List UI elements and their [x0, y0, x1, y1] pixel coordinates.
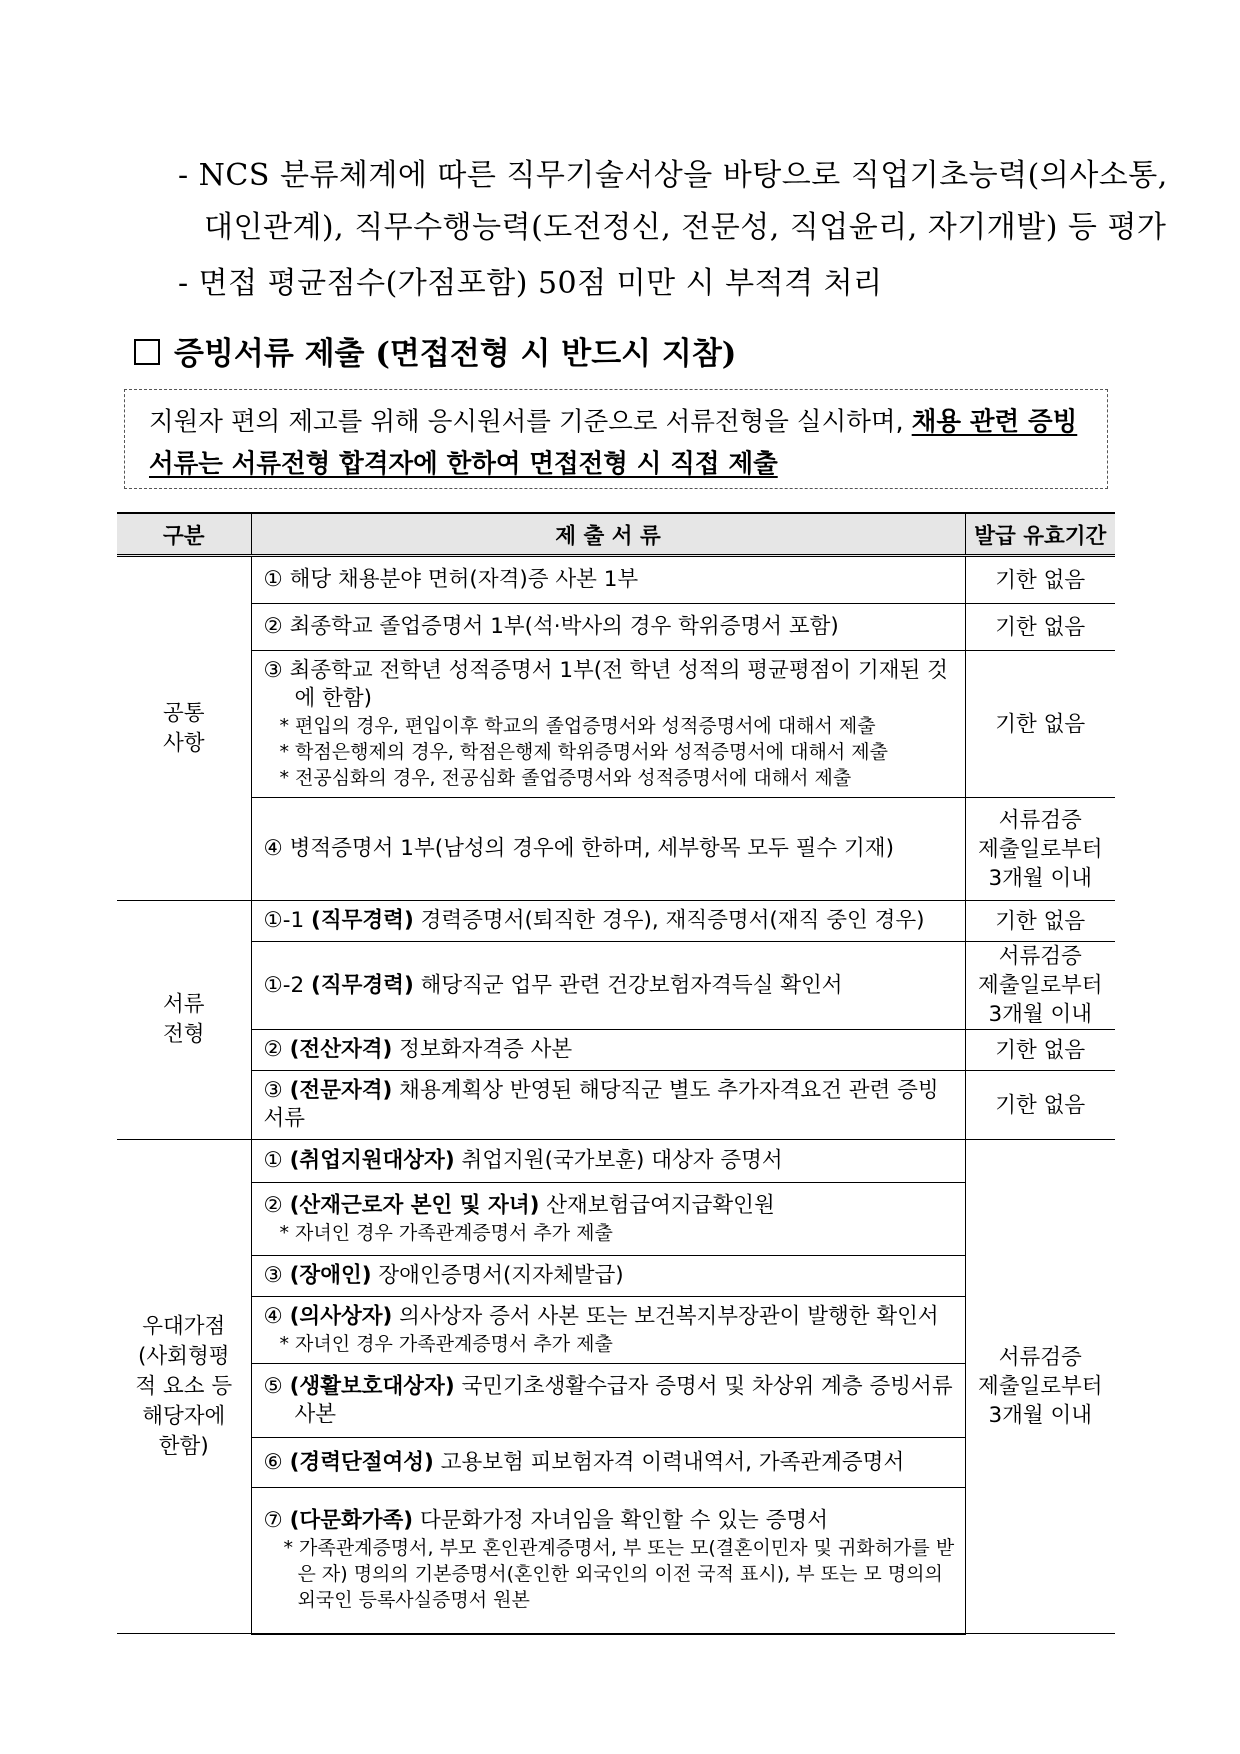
category-label: 해당자에: [142, 1403, 226, 1429]
document-note: * 전공심화의 경우, 전공심화 졸업증명서와 성적증명서에 대해서 제출: [279, 767, 852, 789]
category-common: [117, 556, 251, 901]
header-validity: 발급 유효기간: [965, 513, 1115, 556]
document-note: * 편입의 경우, 편입이후 학교의 졸업증명서와 성적증명서에 대해서 제출: [279, 715, 876, 737]
validity-line: 서류검증: [998, 1345, 1082, 1370]
validity-cell: [965, 942, 1115, 1030]
validity-line: 서류검증: [998, 944, 1082, 969]
document-cell: ①-2 (직무경력) 해당직군 업무 관련 건강보험자격득실 확인서: [251, 942, 965, 1030]
section-heading: [134, 328, 736, 373]
validity-cell: 기한 없음: [965, 604, 1115, 651]
validity-cell: 기한 없음: [965, 901, 1115, 942]
document-cell: ① 해당 채용분야 면허(자격)증 사본 1부: [251, 556, 965, 604]
table-row: [117, 1140, 1115, 1183]
validity-line: 3개월 이내: [988, 1403, 1093, 1428]
notice-emphasis-2: 서류는 서류전형 합격자에 한하여 면접전형 시 직접 제출: [149, 449, 778, 479]
table-row: [117, 556, 1115, 604]
document-cell: ③ (장애인) 장애인증명서(지자체발급): [251, 1256, 965, 1297]
intro-bullet-2: - 면접 평균점수(가점포함) 50점 미만 시 부적격 처리: [178, 266, 883, 301]
document-note: * 가족관계증명서, 부모 혼인관계증명서, 부 또는 모(결혼이민자 및 귀화허가를 받은 자) 명의의 기본증명서(혼인한 외국인의 이전 국적 표시), 부 또는 모 명의의 외국인 등록사실증명서 원본: [283, 1537, 955, 1612]
table-row: [117, 1030, 1115, 1071]
checkbox-square-icon: [134, 339, 160, 365]
category-label: 한함): [158, 1433, 209, 1459]
document-note: * 학점은행제의 경우, 학점은행제 학위증명서와 성적증명서에 대해서 제출: [279, 741, 888, 763]
table-row: [117, 901, 1115, 942]
table-row: [117, 1071, 1115, 1140]
validity-cell: [965, 1140, 1115, 1634]
category-label: 서류: [162, 992, 205, 1017]
table-row: [117, 942, 1115, 1030]
document-cell: ② 최종학교 졸업증명서 1부(석·박사의 경우 학위증명서 포함): [251, 604, 965, 651]
validity-line: 제출일로부터: [977, 1374, 1103, 1399]
validity-line: 제출일로부터: [977, 836, 1103, 862]
document-cell: ④ (의사상자) 의사상자 증서 사본 또는 보건복지부장관이 발행한 확인서 * 자녀인 경우 가족관계증명서 추가 제출: [251, 1297, 965, 1364]
validity-cell: 기한 없음: [965, 1071, 1115, 1140]
document-cell: ⑥ (경력단절여성) 고용보험 피보험자격 이력내역서, 가족관계증명서: [251, 1438, 965, 1488]
category-label: 우대가점: [142, 1313, 226, 1339]
table-row: [117, 798, 1115, 901]
document-cell: ④ 병적증명서 1부(남성의 경우에 한하며, 세부항목 모두 필수 기재): [251, 798, 965, 901]
validity-cell: 기한 없음: [965, 651, 1115, 798]
category-label: (사회형평: [138, 1343, 230, 1369]
document-cell: ② (전산자격) 정보화자격증 사본: [251, 1030, 965, 1071]
validity-cell: [965, 798, 1115, 901]
validity-line: 3개월 이내: [988, 1002, 1093, 1027]
validity-line: 서류검증: [998, 807, 1082, 833]
document-cell: ⑦ (다문화가족) 다문화가정 자녀임을 확인할 수 있는 증명서 * 가족관계증명서, 부모 혼인관계증명서, 부 또는 모(결혼이민자 및 귀화허가를 받은 자) 명의의 기본증명서(혼인한 외국인의 이전 국적 표시), 부 또는 모 명의의 외국인 등록사실증명서 원본: [251, 1488, 965, 1634]
category-screening: [117, 901, 251, 1140]
notice-line-1: [149, 402, 1077, 438]
document-note: * 자녀인 경우 가족관계증명서 추가 제출: [279, 1222, 613, 1244]
category-label: 전형: [162, 1022, 205, 1047]
document-note: * 자녀인 경우 가족관계증명서 추가 제출: [279, 1333, 613, 1355]
category-label: 공통: [162, 700, 205, 726]
document-cell: ① (취업지원대상자) 취업지원(국가보훈) 대상자 증명서: [251, 1140, 965, 1183]
notice-emphasis-1: 채용 관련 증빙: [911, 407, 1078, 437]
document-cell: [251, 651, 965, 798]
category-label: 적 요소 등: [135, 1373, 233, 1399]
document-cell: ② (산재근로자 본인 및 자녀) 산재보험급여지급확인원 * 자녀인 경우 가족관계증명서 추가 제출: [251, 1183, 965, 1256]
header-category: 구분: [117, 513, 251, 556]
validity-line: 제출일로부터: [977, 973, 1103, 998]
validity-cell: 기한 없음: [965, 556, 1115, 604]
intro-bullet-1-cont: 대인관계), 직무수행능력(도전정신, 전문성, 직업윤리, 자기개발) 등 평가: [204, 210, 1167, 245]
document-cell: ⑤ (생활보호대상자) 국민기초생활수급자 증명서 및 차상위 계층 증빙서류 사본: [251, 1364, 965, 1438]
table-header-row: [117, 513, 1115, 556]
table-row: [117, 604, 1115, 651]
document-cell: ①-1 (직무경력) 경력증명서(퇴직한 경우), 재직증명서(재직 중인 경우): [251, 901, 965, 942]
document-text: ③ 최종학교 전학년 성적증명서 1부(전 학년 성적의 평균평점이 기재된 것에 한함): [263, 658, 948, 711]
category-label: 사항: [162, 730, 205, 756]
category-preference: [117, 1140, 251, 1634]
validity-line: 3개월 이내: [988, 865, 1093, 891]
documents-table: [117, 512, 1115, 1635]
intro-bullet-1: - NCS 분류체계에 따른 직무기술서상을 바탕으로 직업기초능력(의사소통,: [178, 158, 1168, 193]
section-title: 증빙서류 제출 (면접전형 시 반드시 지참): [174, 336, 737, 372]
table-row: [117, 651, 1115, 798]
document-cell: ③ (전문자격) 채용계획상 반영된 해당직군 별도 추가자격요건 관련 증빙서류: [251, 1071, 965, 1140]
header-documents: 제 출 서 류: [251, 513, 965, 556]
notice-line-1-text: 지원자 편의 제고를 위해 응시원서를 기준으로 서류전형을 실시하며,: [149, 407, 912, 437]
notice-box: [124, 389, 1108, 489]
notice-line-2: [149, 444, 778, 480]
validity-cell: 기한 없음: [965, 1030, 1115, 1071]
